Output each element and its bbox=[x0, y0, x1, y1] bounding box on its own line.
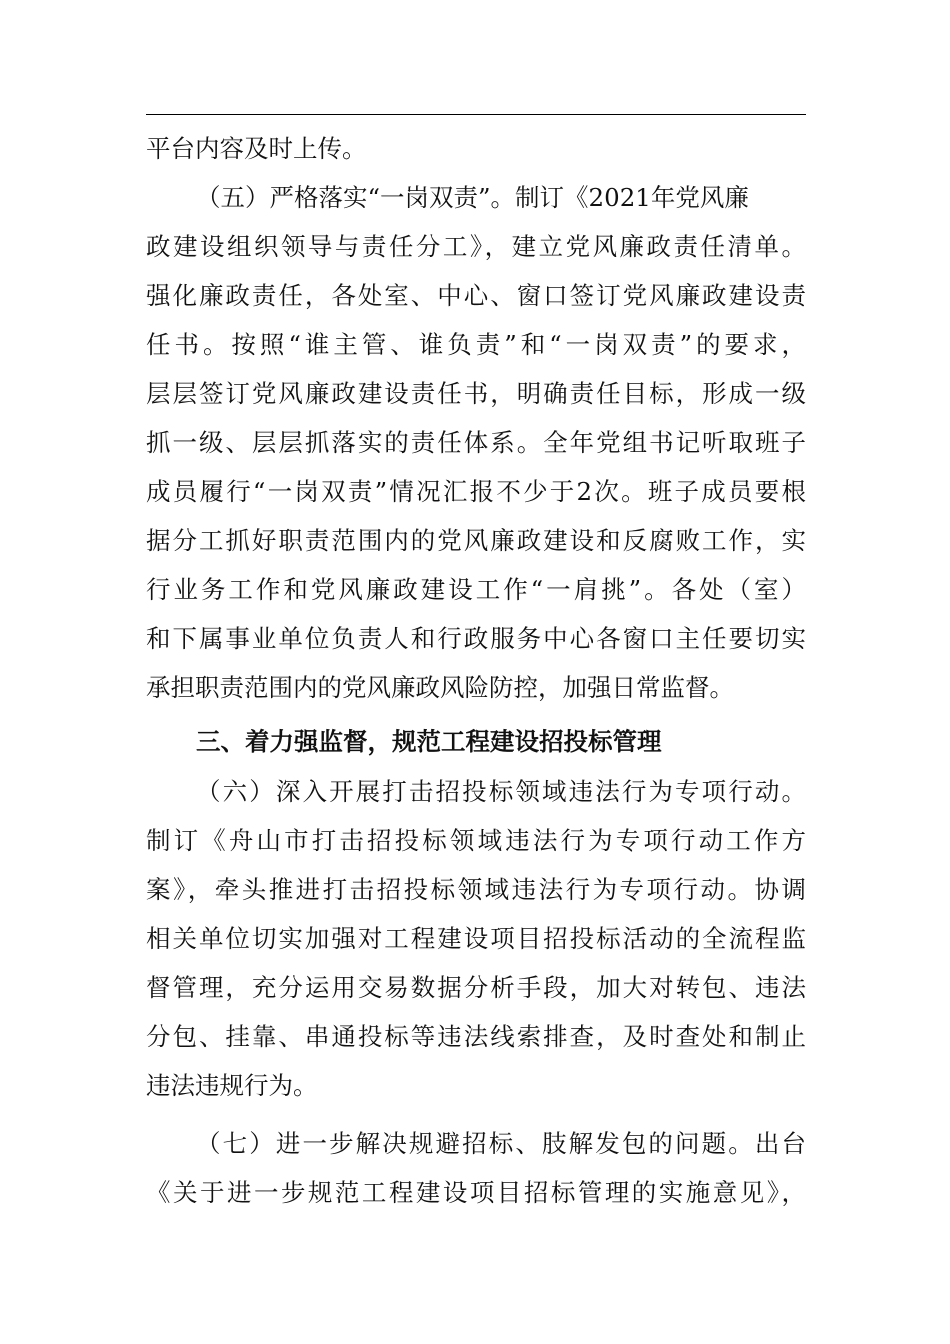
body-line: 制订《舟山市打击招投标领域违法行为专项行动工作方 bbox=[146, 826, 806, 855]
paragraph-6-first-line: （六）深入开展打击招投标领域违法行为专项行动。 bbox=[196, 777, 806, 806]
header-rule bbox=[146, 114, 806, 115]
body-line: 行业务工作和党风廉政建设工作“一肩挑”。各处（室） bbox=[146, 575, 806, 604]
body-line: 相关单位切实加强对工程建设项目招投标活动的全流程监 bbox=[146, 924, 806, 953]
body-line: 层层签订党风廉政建设责任书，明确责任目标，形成一级 bbox=[146, 379, 806, 408]
body-line: 案》，牵头推进打击招投标领域违法行为专项行动。协调 bbox=[146, 875, 806, 904]
body-line: 督管理，充分运用交易数据分析手段，加大对转包、违法 bbox=[146, 973, 806, 1002]
body-line: 《关于进一步规范工程建设项目招标管理的实施意见》， bbox=[146, 1178, 806, 1207]
body-line: 和下属事业单位负责人和行政服务中心各窗口主任要切实 bbox=[146, 624, 806, 653]
body-line: 违法违规行为。 bbox=[146, 1071, 318, 1100]
paragraph-7-first-line: （七）进一步解决规避招标、肢解发包的问题。出台 bbox=[196, 1129, 806, 1158]
section-heading-3: 三、着力强监督，规范工程建设招投标管理 bbox=[196, 727, 662, 756]
body-line: 承担职责范围内的党风廉政风险防控，加强日常监督。 bbox=[146, 673, 734, 702]
paragraph-5-first-line: （五）严格落实“一岗双责”。制订《2021年党风廉 bbox=[196, 183, 749, 212]
body-line: 成员履行“一岗双责”情况汇报不少于2次。班子成员要根 bbox=[146, 477, 806, 506]
body-line: 任书。按照“谁主管、谁负责”和“一岗双责”的要求， bbox=[146, 330, 806, 359]
body-line: 平台内容及时上传。 bbox=[146, 134, 367, 163]
body-line: 分包、挂靠、串通投标等违法线索排查，及时查处和制止 bbox=[146, 1022, 806, 1051]
body-line: 政建设组织领导与责任分工》，建立党风廉政责任清单。 bbox=[146, 232, 806, 261]
body-line: 抓一级、层层抓落实的责任体系。全年党组书记听取班子 bbox=[146, 428, 806, 457]
body-line: 据分工抓好职责范围内的党风廉政建设和反腐败工作，实 bbox=[146, 526, 806, 555]
body-line: 强化廉政责任，各处室、中心、窗口签订党风廉政建设责 bbox=[146, 281, 806, 310]
